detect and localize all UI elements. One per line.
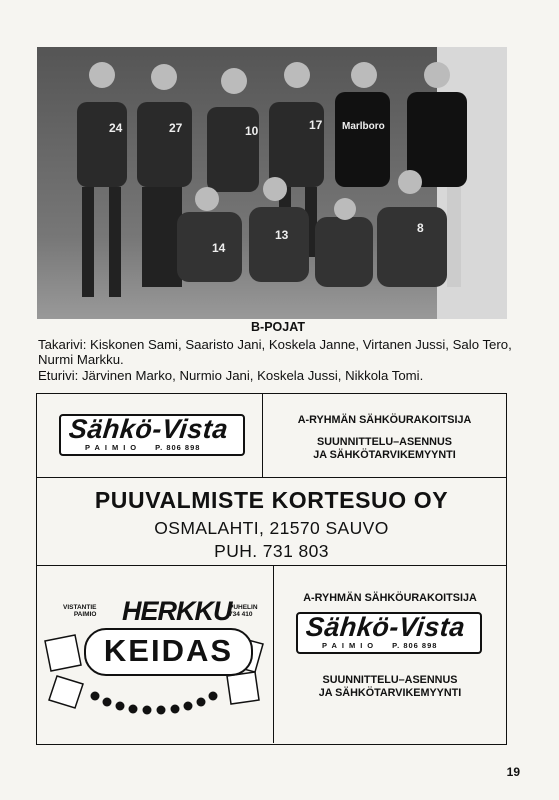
jersey-number: 14 (212, 241, 226, 255)
ad-sahko-vista-text-cell (263, 394, 506, 478)
herkku-brand: HERKKU (122, 596, 232, 626)
jersey-number: 13 (275, 228, 289, 242)
sahko-vista2-line1: A-RYHMÄN SÄHKÖURAKOITSIJA (303, 592, 477, 604)
caption-title: B-POJAT (251, 320, 305, 334)
sahko-vista2-phone: P. 806 898 (392, 641, 438, 650)
herkku-street: VISTANTIE (63, 604, 97, 611)
sahko-vista-sub (61, 443, 243, 452)
caption-back-row: Takarivi: Kiskonen Sami, Saaristo Jani, Koskela Janne, Virtanen Jussi, Salo Tero, Nurmi Markku. (38, 336, 512, 367)
sahko-vista-line1: A-RYHMÄN SÄHKÖURAKOITSIJA (297, 414, 472, 426)
sahko-vista2-logo (296, 612, 482, 654)
sahko-vista2-brand: Sähkö-Vista (304, 612, 467, 642)
sahko-vista-town: PAIMIO (85, 443, 142, 452)
jersey-number: 24 (109, 121, 123, 135)
sahko-vista2-line3: JA SÄHKÖTARVIKEMYYNTI (318, 687, 462, 699)
sahko-vista-phone: P. 806 898 (155, 443, 201, 452)
sahko-vista2-line2: SUUNNITTELU–ASENNUS (322, 674, 458, 686)
sahko-vista-logo (59, 414, 245, 456)
herkku-phone-label: PUHELIN (229, 604, 258, 611)
keidas-brand: KEIDAS (84, 628, 253, 676)
puuvalmiste-address: OSMALAHTI, 21570 SAUVO (154, 518, 389, 538)
team-photo (37, 47, 507, 319)
jersey-number: 17 (309, 118, 323, 132)
sahko-vista-line3: JA SÄHKÖTARVIKEMYYNTI (313, 449, 456, 461)
jersey-number: 8 (417, 221, 424, 235)
herkku-town: PAIMIO (73, 611, 97, 618)
caption-front-row: Eturivi: Järvinen Marko, Nurmio Jani, Koskela Jussi, Nikkola Tomi. (38, 367, 424, 383)
sahko-vista2-town: PAIMIO (322, 641, 379, 650)
sahko-vista-line2: SUUNNITTELU–ASENNUS (317, 436, 452, 448)
shirt-text: Marlboro (342, 121, 385, 132)
sahko-vista2-sub (298, 641, 480, 650)
jersey-number: 27 (169, 121, 183, 135)
ad-herkku-keidas-cell (37, 566, 274, 743)
herkku-phone-number: 734 410 (229, 611, 253, 618)
sahko-vista-brand: Sähkö-Vista (67, 414, 230, 444)
ad-puuvalmiste-cell (37, 478, 506, 566)
ad-sahko-vista-logo-cell (37, 394, 263, 478)
puuvalmiste-phone: PUH. 731 803 (214, 541, 329, 561)
ad-sahko-vista-2-cell (274, 566, 506, 743)
photo-caption (38, 320, 518, 383)
advertisement-block (36, 393, 507, 745)
puuvalmiste-name: PUUVALMISTE KORTESUO OY (94, 487, 449, 513)
jersey-number: 10 (245, 124, 259, 138)
page-number: 19 (506, 765, 520, 779)
